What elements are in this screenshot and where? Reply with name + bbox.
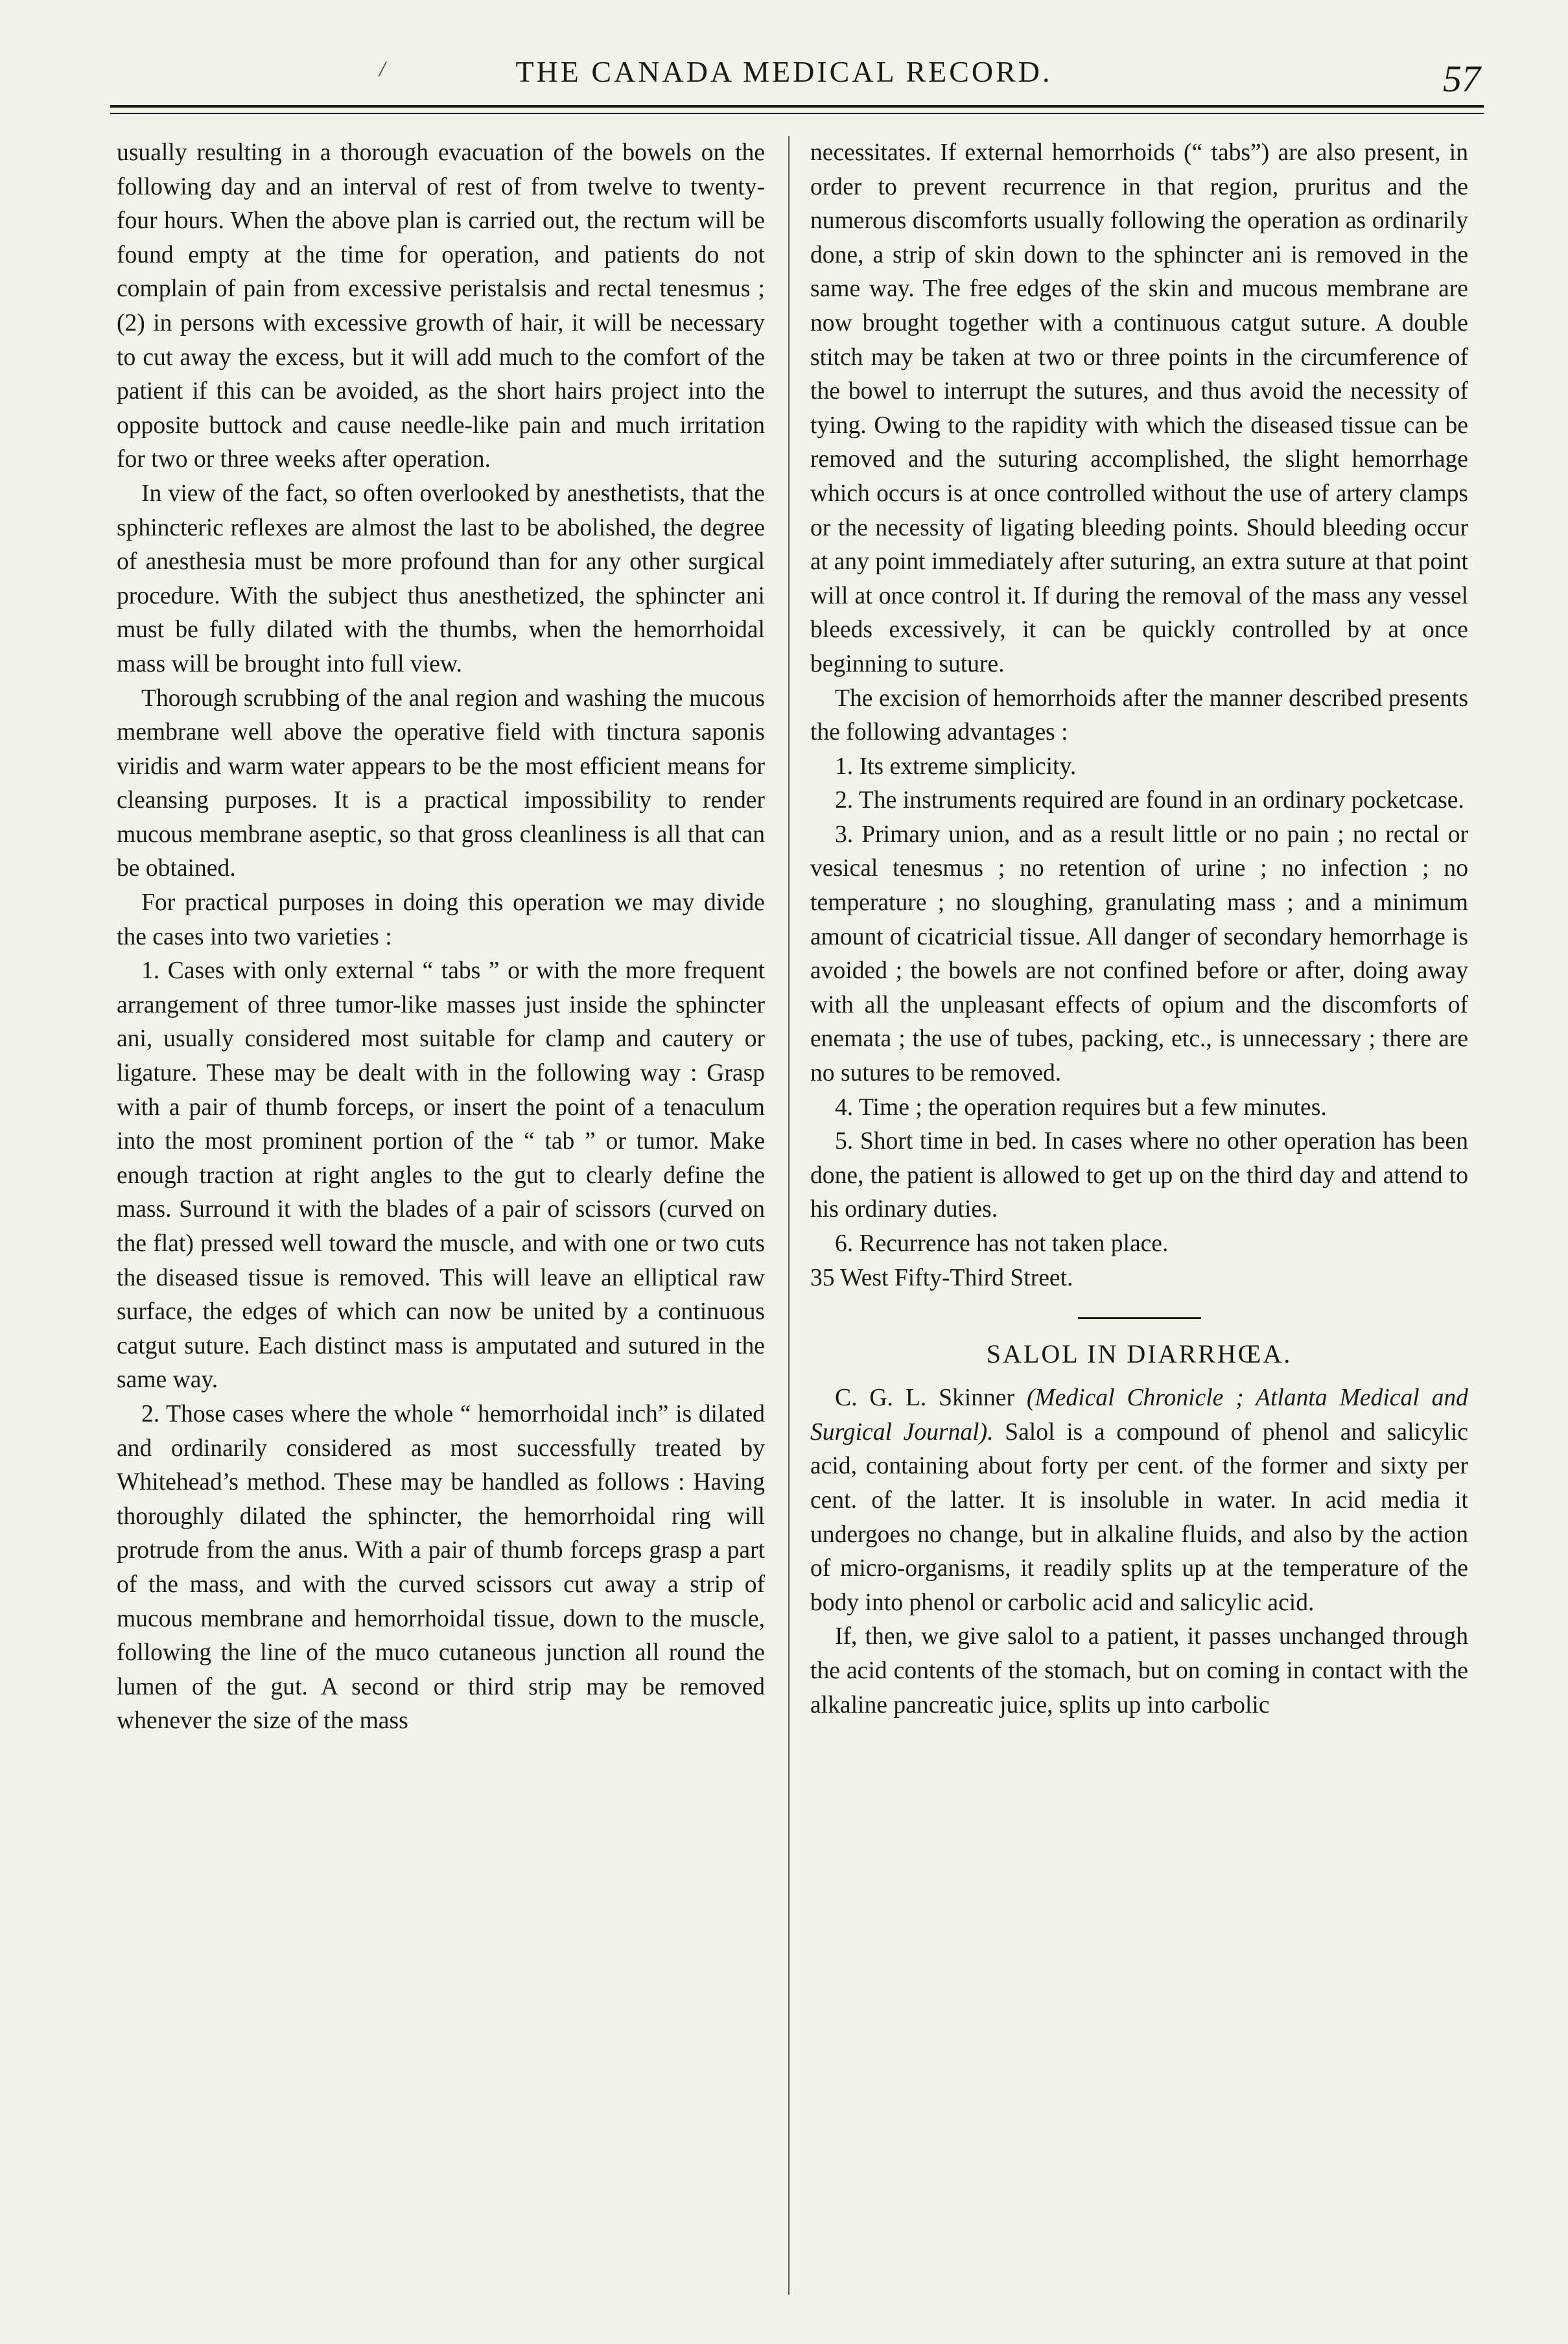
paragraph: The excision of hemorrhoids after the manner described presents the following advantages : bbox=[810, 685, 1468, 746]
list-item: 2. Those cases where the whole “ hemorrhoidal inch” is dilated and ordinarily considered as most successfully treated by Whitehead’s method. These may be handled as follows : Having thoroughly dilated the sphincter, the hemorrhoidal ring will protrude from the anus. With a pair of thumb forceps grasp a part of the mass, and with the curved scissors cut away a strip of mucous membrane and hemorrhoidal tissue, down to the muscle, following the line of the muco cutaneous junction all round the lumen of the gut. A second or third strip may be removed whenever the size of the mass bbox=[117, 1400, 765, 1735]
journal-title: THE CANADA MEDICAL RECORD. bbox=[515, 55, 1053, 88]
list-item: 2. The instruments required are found in an ordinary pocketcase. bbox=[835, 787, 1464, 814]
paragraph: If, then, we give salol to a patient, it passes unchanged through the acid contents of the stomach, but on coming in contact with the alkaline pancreatic juice, splits up into carbolic bbox=[810, 1623, 1468, 1718]
byline-source: (Medical Chronicle ; Atlanta Medical and Surgical Journal). bbox=[810, 1385, 1468, 1446]
paragraph: necessitates. If external hemorrhoids (“ tabs”) are also present, in order to prevent recurrence in that region, pruritus and the numerous discomforts usually following the operation as ordinarily done, a strip of skin down to the sphincter ani is removed in the same way. The free edges of the skin and mucous membrane are now brought together with a continuous catgut suture. A double stitch may be taken at two or three points in the circumference of the bowel to interrupt the sutures, and thus avoid the necessity of tying. Owing to the rapidity with which the diseased tissue can be removed and the suturing accomplished, the slight hemorrhage which occurs is at once controlled without the use of artery clamps or the necessity of ligating bleeding points. Should bleeding occur at any point immediately after suturing, an extra suture at that point will at once control it. If during the removal of the mass any vessel bleeds excessively, it can be quickly controlled by at once beginning to suture. bbox=[810, 139, 1468, 677]
list-item: 1. Cases with only external “ tabs ” or with the more frequent arrangement of three tumor-like masses just inside the sphincter ani, usually considered most suitable for clamp and cautery or ligature. These may be dealt with in the following way : Grasp with a pair of thumb forceps, or insert the point of a tenaculum into the most prominent portion of the “ tab ” or tumor. Make enough traction at right angles to the gut to clearly define the mass. Surround it with the blades of a pair of scissors (curved on the flat) pressed well toward the muscle, and with one or two cuts the diseased tissue is removed. This will leave an elliptical raw surface, the edges of which can now be united by a continuous catgut suture. Each distinct mass is amputated and sutured in the same way. bbox=[117, 957, 765, 1394]
header-rule-thin bbox=[110, 113, 1484, 114]
paragraph: Thorough scrubbing of the anal region and washing the mucous membrane well above the operative field with tinctura saponis viridis and warm water appears to be the most efficient means for cleansing purposes. It is a practical impossibility to render mucous membrane aseptic, so that gross cleanliness is all that can be obtained. bbox=[117, 685, 765, 882]
column-divider bbox=[788, 136, 790, 2295]
list-item: 4. Time ; the operation requires but a few minutes. bbox=[835, 1094, 1327, 1121]
running-head bbox=[0, 45, 1568, 100]
address: 35 West Fifty-Third Street. bbox=[810, 1264, 1073, 1291]
header-mark: / bbox=[379, 57, 386, 81]
list-item: 6. Recurrence has not taken place. bbox=[835, 1230, 1169, 1257]
byline-text: Salol is a compound of phenol and salicylic acid, containing about forty per cent. of the former and sixty per cent. of the latter. It is insoluble in water. In acid media it undergoes no change, but in alkaline fluids, and also by the action of micro-organisms, it readily splits up at the temperature of the body into phenol or carbolic acid and salicylic acid. bbox=[810, 1418, 1468, 1616]
section-rule bbox=[1078, 1317, 1201, 1319]
list-item: 1. Its extreme simplicity. bbox=[835, 753, 1077, 780]
paragraph: usually resulting in a thorough evacuation of the bowels on the following day and an interval of rest of from twelve to twenty-four hours. When the above plan is carried out, the rectum will be found empty at the time for operation, and patients do not complain of pain from excessive peristalsis and rectal tenesmus ; (2) in persons with excessive growth of hair, it will be necessary to cut away the excess, but it will add much to the comfort of the patient if this can be avoided, as the short hairs project into the opposite buttock and cause needle-like pain and much irritation for two or three weeks after operation. bbox=[117, 139, 765, 473]
left-column bbox=[117, 136, 765, 2295]
paragraph: In view of the fact, so often overlooked by anesthetists, that the sphincteric reflexes are almost the last to be abolished, the degree of anesthesia must be more profound than for any other surgical procedure. With the subject thus anesthetized, the sphincter ani must be fully dilated with the thumbs, when the hemorrhoidal mass will be brought into full view. bbox=[117, 480, 765, 677]
paragraph: For practical purposes in doing this operation we may divide the cases into two varieties : bbox=[117, 889, 765, 950]
byline-author: C. G. L. Skinner bbox=[835, 1385, 1014, 1412]
page-number: 57 bbox=[1443, 58, 1480, 100]
byline-paragraph bbox=[810, 1381, 1468, 1620]
right-column bbox=[810, 136, 1468, 2295]
list-item: 5. Short time in bed. In cases where no other operation has been done, the patient is allowed to get up on the third day and attend to his ordinary duties. bbox=[810, 1128, 1468, 1223]
list-item: 3. Primary union, and as a result little or no pain ; no rectal or vesical tenesmus ; no retention of urine ; no infection ; no temperature ; no sloughing, granulating mass ; and a minimum amount of cicatricial tissue. All danger of secondary hemorrhage is avoided ; the bowels are not confined before or after, doing away with all the unpleasant effects of opium and the discomforts of enemata ; the use of tubes, packing, etc., is unnecessary ; there are no sutures to be removed. bbox=[810, 821, 1468, 1087]
section-title: SALOL IN DIARRHŒA. bbox=[986, 1339, 1293, 1369]
header-rule bbox=[110, 105, 1484, 108]
